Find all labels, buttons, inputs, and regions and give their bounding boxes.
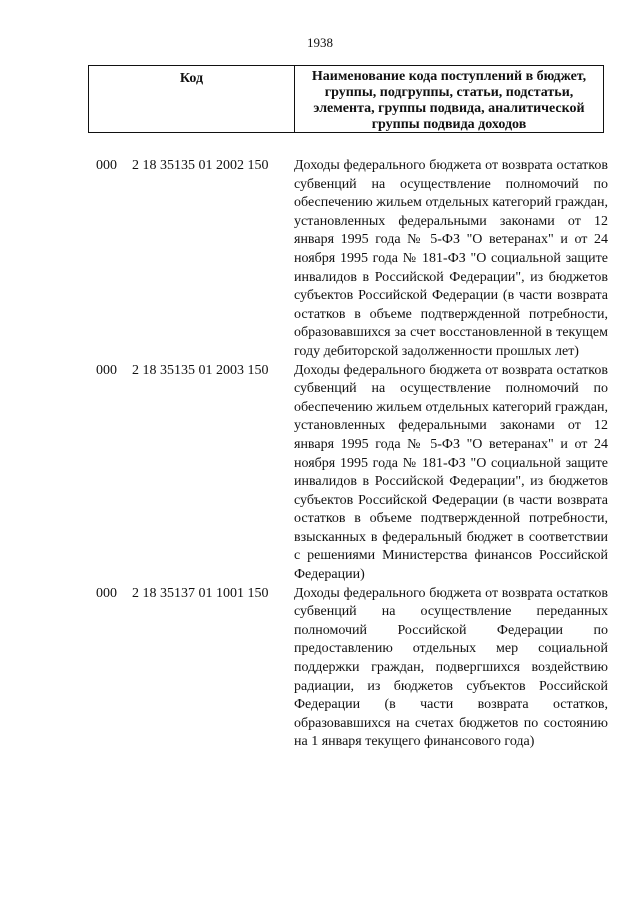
table-row: [96, 362, 608, 585]
income-code-list: [96, 157, 608, 752]
income-description: Доходы федерального бюджета от возврата остатков субвенций на осуществление переданных полномочий Российской Федерации по предоставлению отдельных мер социальной поддержки граждан, подвергшихся воздействию радиации, из бюджетов субъектов Российской Федерации (в части возврата остатков, образовавшихся на счетах бюджетов по состоянию на 1 января текущего финансового года): [294, 585, 608, 750]
admin-code: 000: [96, 362, 117, 378]
income-code: 2 18 35135 01 2003 150: [132, 362, 269, 378]
table-header: [88, 65, 604, 133]
table-row: [96, 585, 608, 752]
admin-code: 000: [96, 158, 117, 173]
income-description: Доходы федерального бюджета от возврата остатков субвенций на осуществление полномочий по обеспечению жильем отдельных категорий граждан, установленных федеральными законами от 12 января 1995 года № 5-ФЗ "О ветеранах" и от 24 ноября 1995 года № 181-ФЗ "О социальной защите инвалидов в Российской Федерации", из бюджетов субъектов Российской Федерации (в части возврата остатков в объеме подтвержденной потребности, взысканных в федеральный бюджет в соответствии с решениями Министерства финансов Российской Федерации): [294, 362, 608, 583]
income-code: 2 18 35135 01 2002 150: [132, 158, 269, 173]
header-name-column: Наименование кода поступлений в бюджет, группы, подгруппы, статьи, подстатьи, элемента, группы подвида, аналитической группы подвида доходов: [311, 69, 587, 132]
admin-code: 000: [96, 585, 117, 601]
income-code: 2 18 35137 01 1001 150: [132, 585, 269, 601]
table-row: [96, 157, 608, 362]
page-number: 1938: [307, 35, 333, 50]
header-code-column: Код: [89, 66, 295, 132]
income-description: Доходы федерального бюджета от возврата остатков субвенций на осуществление полномочий по обеспечению жильем отдельных категорий граждан, установленных федеральными законами от 12 января 1995 года № 5-ФЗ "О ветеранах" и от 24 ноября 1995 года № 181-ФЗ "О социальной защите инвалидов в Российской Федерации", из бюджетов субъектов Российской Федерации (в части возврата остатков в объеме подтвержденной потребности, образовавшихся за счет восстановленной в текущем году дебиторской задолженности прошлых лет): [294, 158, 608, 359]
